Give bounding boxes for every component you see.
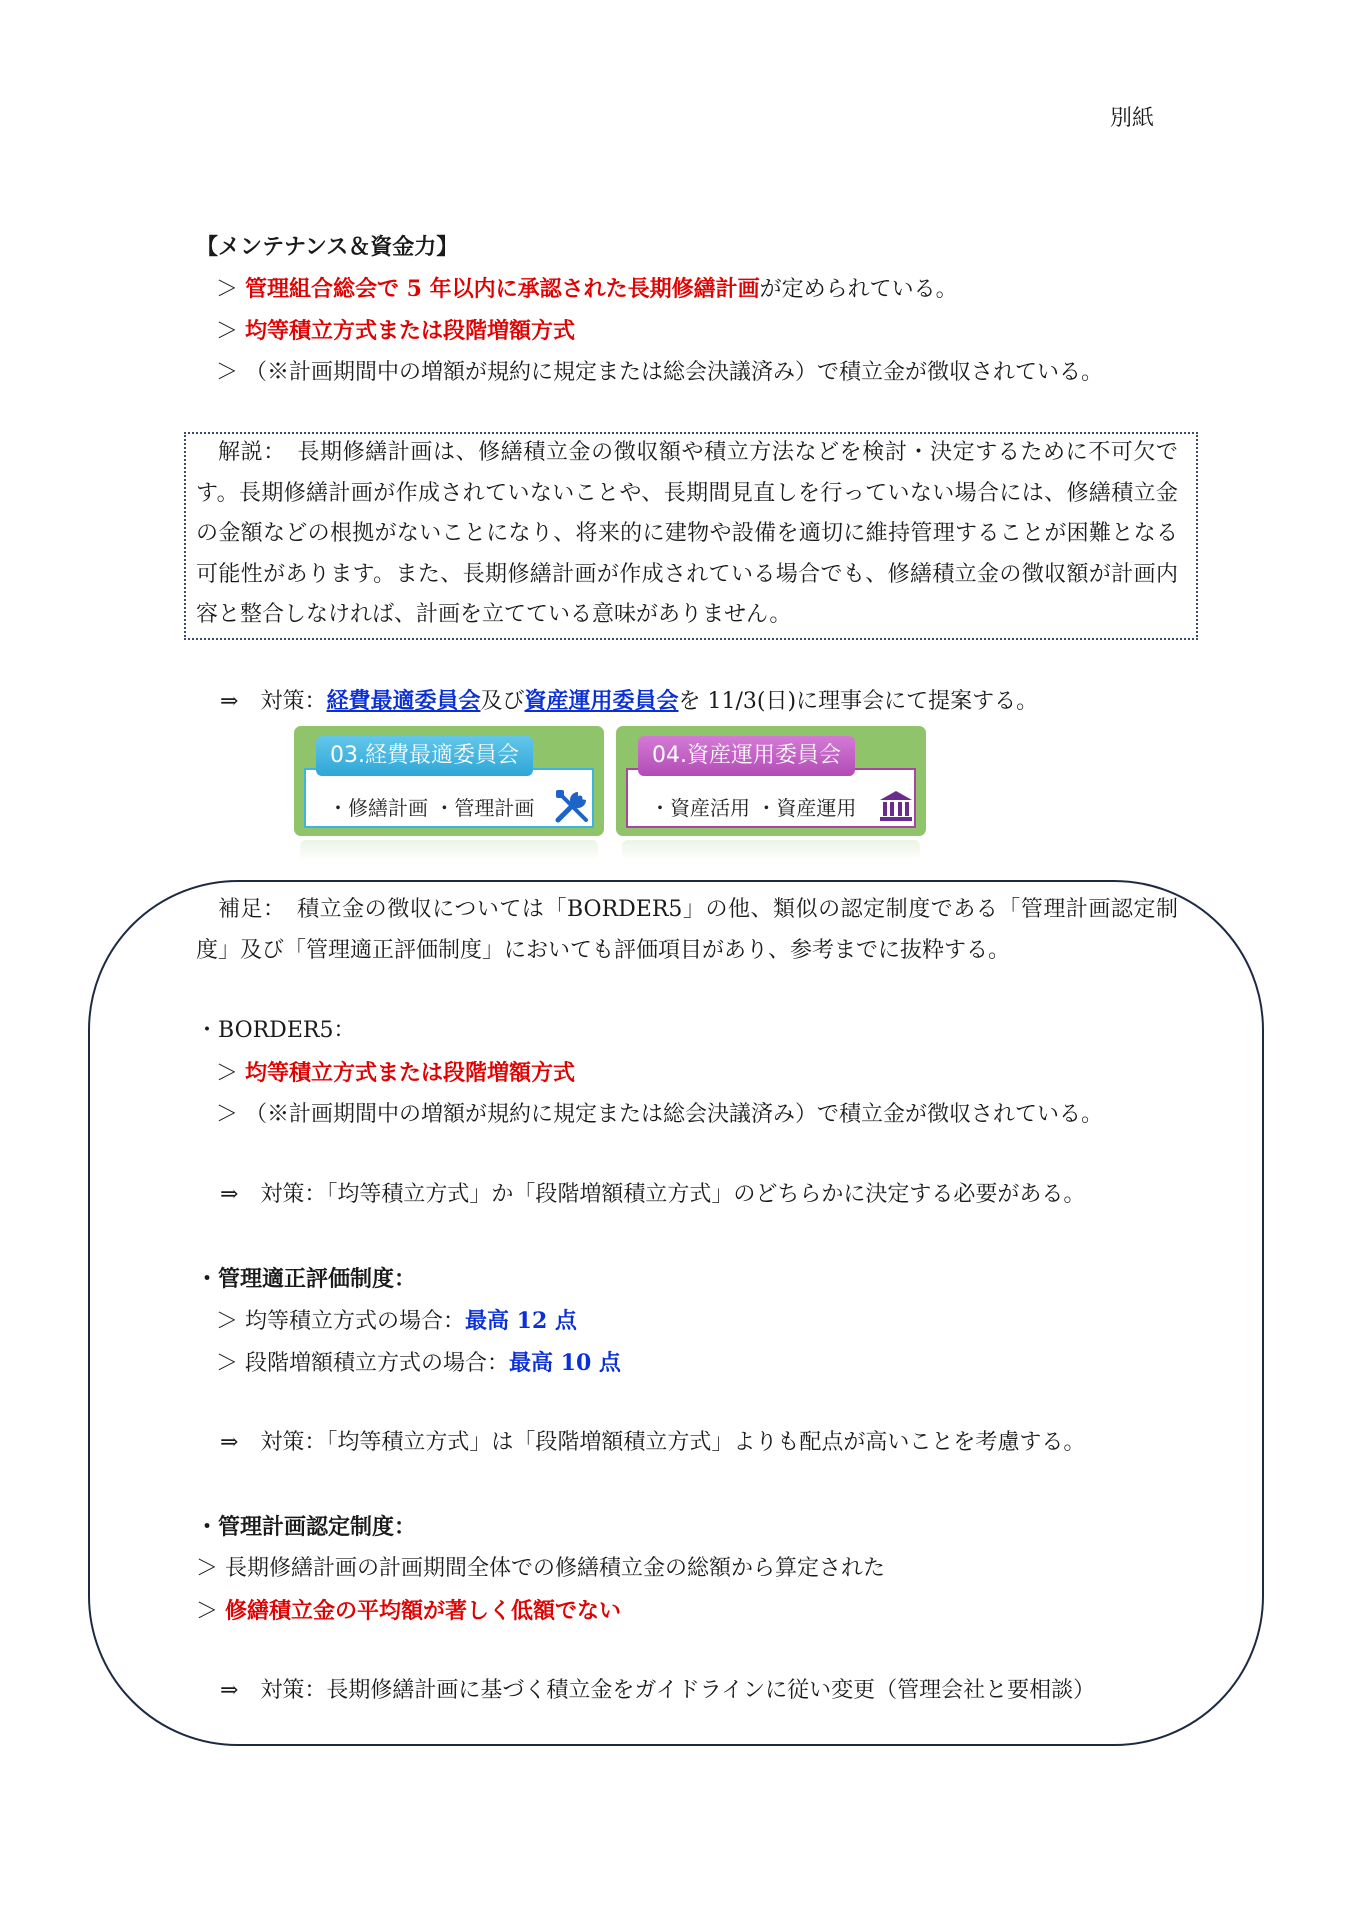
committee-title: 04.資産運用委員会 <box>638 736 855 776</box>
evaluation-measure: ⇒ 対策：「均等積立方式」は「段階増額積立方式」よりも配点が高いことを考慮する。 <box>220 1430 1086 1455</box>
measure-main: ⇒ 対策：経費最適委員会及び資産運用委員会を 11/3(日)に理事会にて提案する。 <box>220 688 1039 714</box>
certification-measure: ⇒ 対策：長期修繕計画に基づく積立金をガイドラインに従い変更（管理会社と要相談） <box>220 1678 1096 1703</box>
certification-heading: ・管理計画認定制度： <box>196 1514 417 1540</box>
evaluation-item-1: ＞ 均等積立方式の場合：最高 12 点 <box>216 1308 577 1334</box>
certification-item-2: ＞ 修繕積立金の平均額が著しく低額でない <box>196 1598 622 1624</box>
evaluation-heading: ・管理適正評価制度： <box>196 1266 417 1292</box>
tools-icon <box>552 786 592 826</box>
border5-heading: ・BORDER5： <box>196 1018 356 1043</box>
border5-item-2: ＞ （※計画期間中の増額が規約に規定または総会決議済み）で積立金が徴収されている。 <box>216 1102 1103 1127</box>
link-expense-committee[interactable]: 経費最適委員会 <box>326 688 481 714</box>
evaluation-item-2: ＞ 段階増額積立方式の場合：最高 10 点 <box>216 1350 621 1376</box>
card-reflection <box>300 840 598 860</box>
supplement-text: 補足： 積立金の徴収については「BORDER5」の他、類似の認定制度である「管理計画認定制度」及び「管理適正評価制度」においても評価項目があり、参考までに抜粋する。 <box>196 897 1178 963</box>
section-heading: 【メンテナンス＆資金力】 <box>196 234 459 260</box>
link-asset-committee[interactable]: 資産運用委員会 <box>524 688 679 714</box>
section-item-3: ＞ （※計画期間中の増額が規約に規定または総会決議済み）で積立金が徴収されている。 <box>216 360 1104 385</box>
page-label: 別紙 <box>1110 106 1155 131</box>
committee-items: ・修繕計画 ・管理計画 <box>328 796 535 820</box>
committee-items: ・資産活用 ・資産運用 <box>650 796 857 820</box>
committee-card-expense[interactable] <box>294 726 604 836</box>
border5-measure: ⇒ 対策：「均等積立方式」か「段階増額積立方式」のどちらかに決定する必要がある。 <box>220 1182 1086 1207</box>
border5-item-1: ＞ 均等積立方式または段階増額方式 <box>216 1060 576 1086</box>
committee-card-asset[interactable] <box>616 726 926 836</box>
certification-item-1: ＞ 長期修繕計画の計画期間全体での修繕積立金の総額から算定された <box>196 1556 885 1581</box>
bank-icon <box>878 788 914 824</box>
explanation-text: 解説： 長期修繕計画は、修繕積立金の徴収額や積立方法などを検討・決定するために不可欠です。長期修繕計画が作成されていないことや、長期間見直しを行っていない場合には、修繕積立金の金額などの根拠がないことになり、将来的に建物や設備を適切に維持管理することが困難となる可能性があります。また、長期修繕計画が作成されている場合でも、修繕積立金の徴収額が計画内容と整合しなければ、計画を立てている意味がありません。 <box>196 440 1178 627</box>
committee-title: 03.経費最適委員会 <box>316 736 533 776</box>
section-item-2: ＞ 均等積立方式または段階増額方式 <box>216 318 576 344</box>
card-reflection <box>622 840 920 860</box>
section-item-1: ＞ 管理組合総会で 5 年以内に承認された長期修繕計画が定められている。 <box>216 276 958 302</box>
